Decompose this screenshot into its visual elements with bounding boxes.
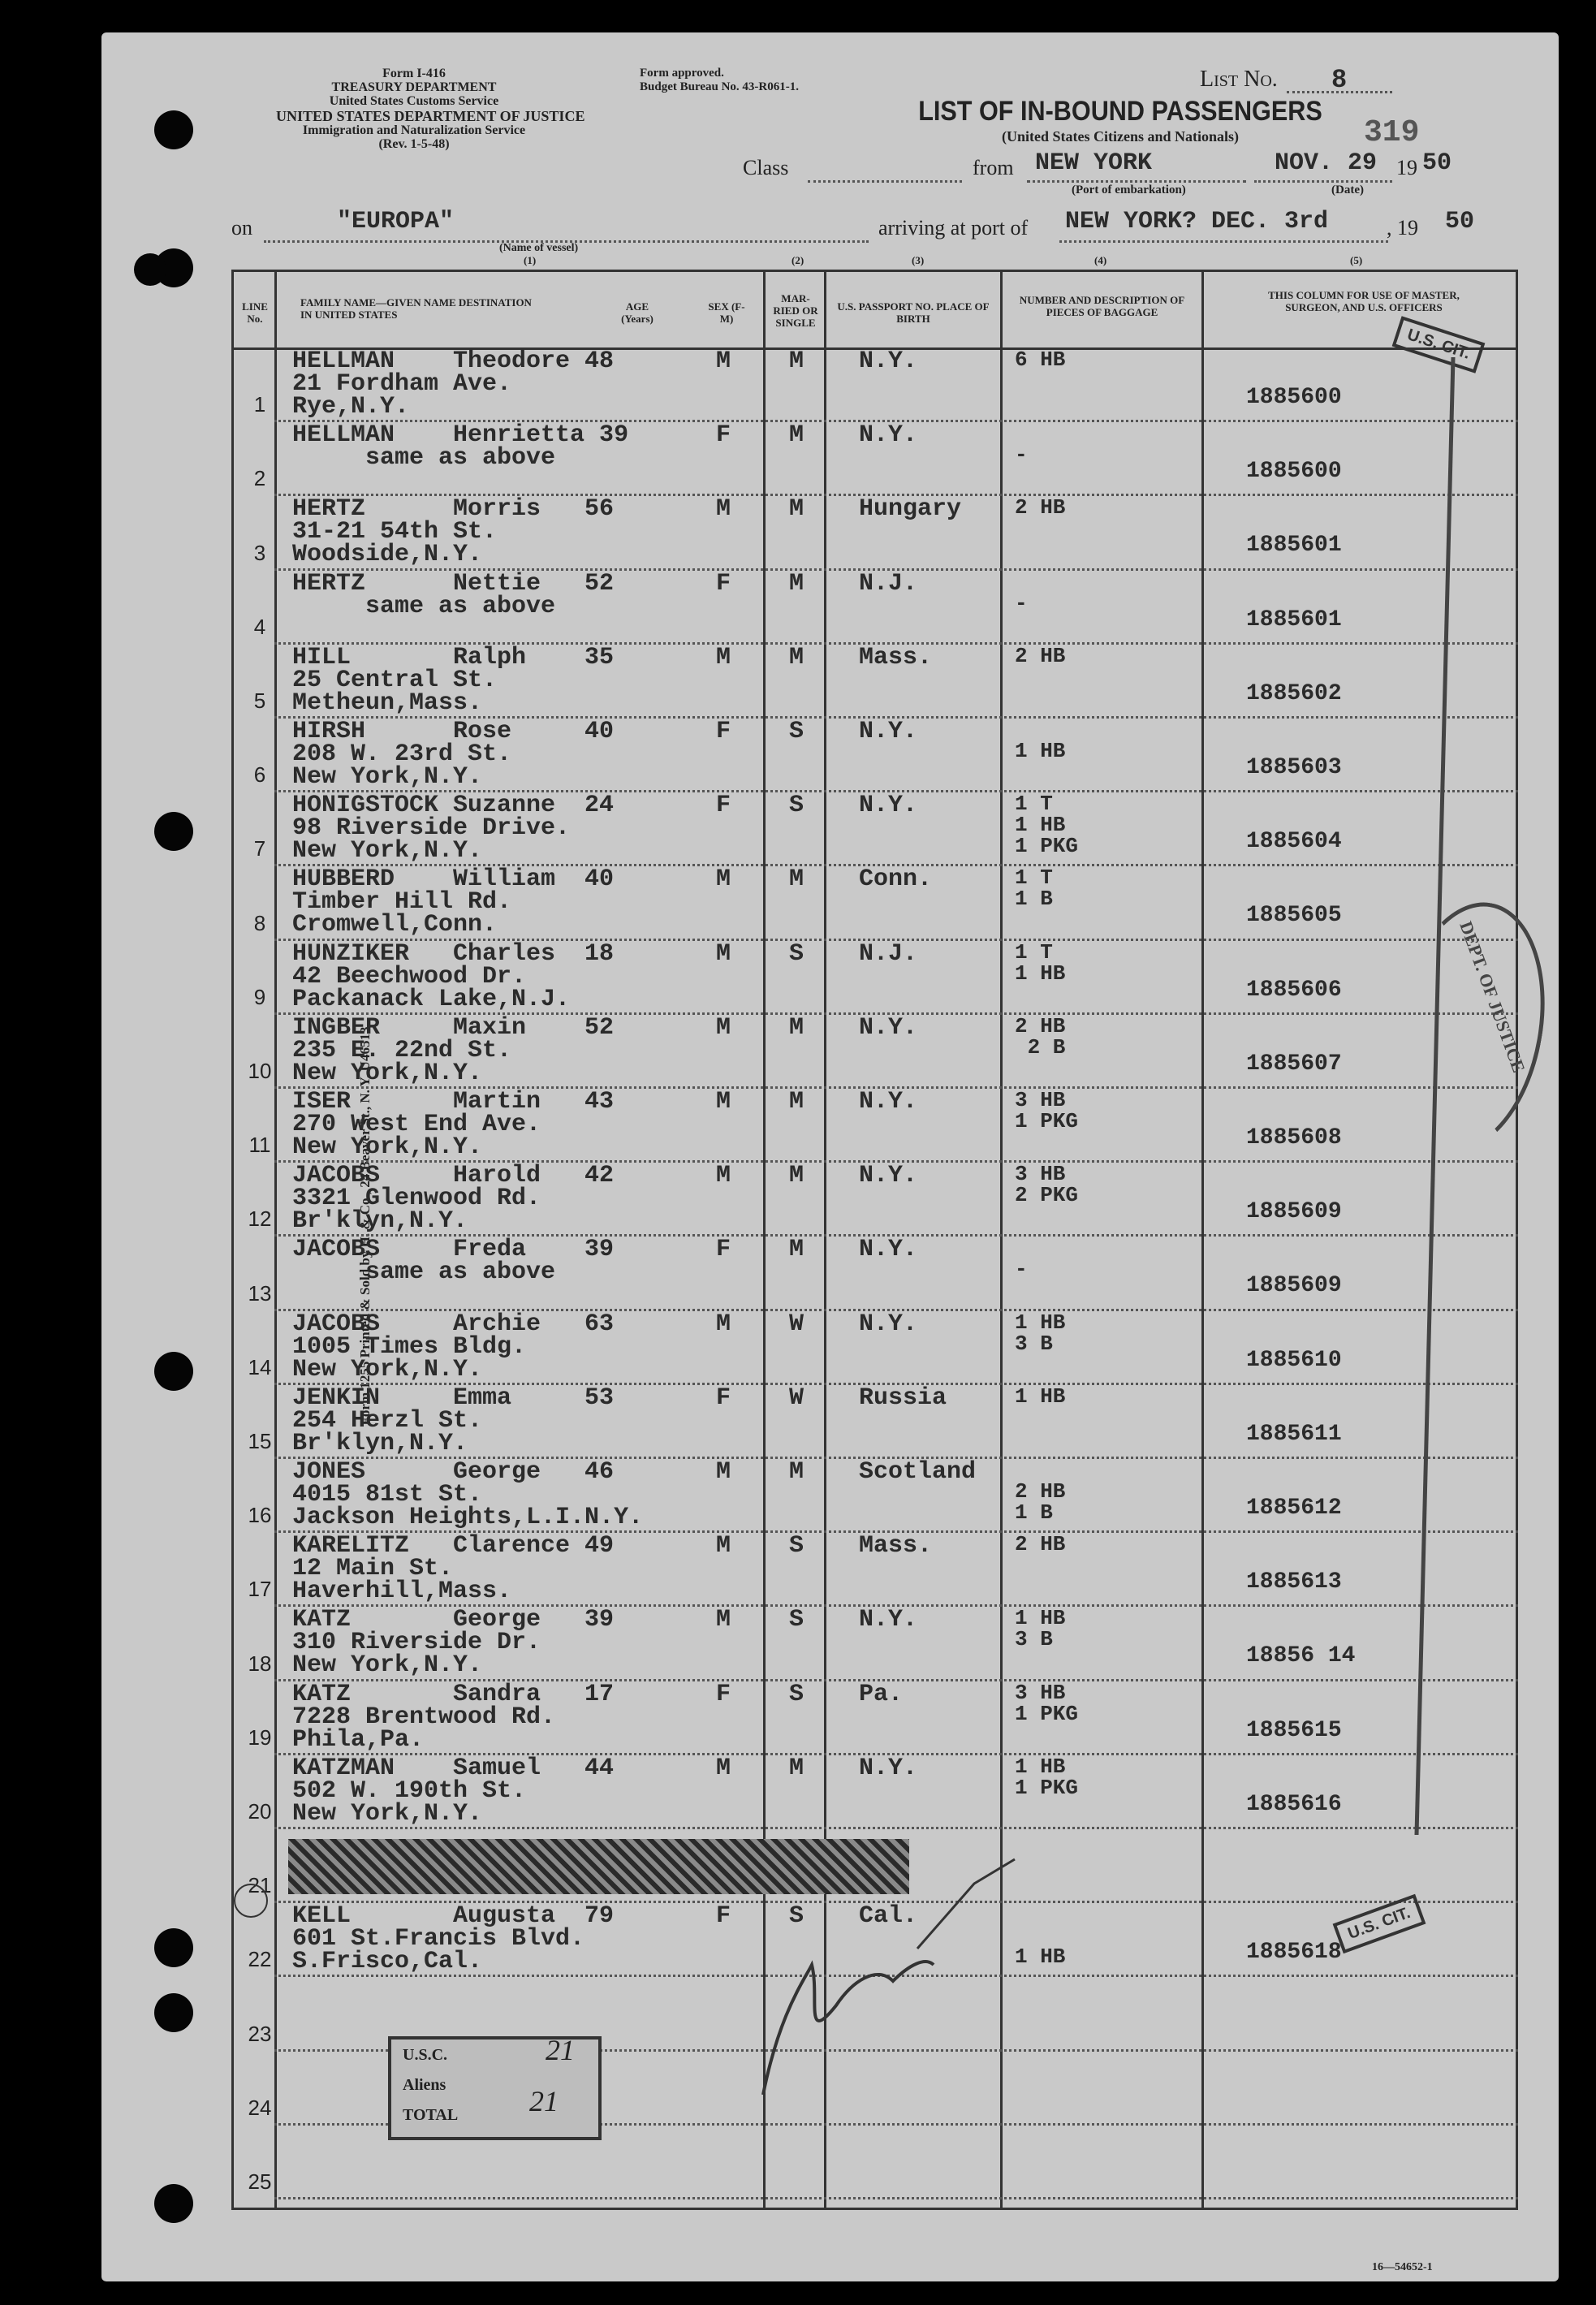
passenger-birthplace: N.Y. [859, 1310, 918, 1338]
baggage-line-1: 3 HB [1015, 1162, 1066, 1187]
passenger-address: 31-21 54th St. [292, 518, 498, 546]
passenger-birthplace: Mass. [859, 1532, 933, 1560]
officer-number: 1885610 [1246, 1347, 1342, 1373]
passenger-name-age: KARELITZ Clarence 49 [292, 1532, 615, 1560]
line-number: 10 [248, 1059, 272, 1083]
baggage-line-2: 1 PKG [1015, 1775, 1079, 1800]
officer-number: 1885602 [1246, 680, 1342, 706]
passenger-address: 1005 Times Bldg. [292, 1332, 527, 1361]
list-no-value: 8 [1331, 65, 1348, 95]
baggage-line-1: 1 HB [1015, 1754, 1066, 1779]
passenger-address: 208 W. 23rd St. [292, 740, 512, 768]
passenger-sex: M [716, 1162, 731, 1190]
line-number: 15 [248, 1429, 272, 1453]
passenger-address: 502 W. 190th St. [292, 1776, 527, 1805]
passenger-sex: M [716, 865, 731, 894]
passenger-birthplace: N.Y. [859, 1162, 918, 1190]
officer-number: 1885613 [1246, 1569, 1342, 1595]
passenger-birthplace: Conn. [859, 865, 933, 894]
baggage-line-1: 1 T [1015, 939, 1053, 965]
line-number: 20 [248, 1799, 272, 1824]
passenger-city: Jackson Heights,L.I.N.Y. [292, 1504, 644, 1531]
passenger-birthplace: N.Y. [859, 421, 918, 450]
passenger-name-age: KELL Augusta 79 [292, 1902, 615, 1931]
col-header-married: MAR-RIED OR SINGLE [773, 292, 818, 329]
passenger-marital: M [789, 1236, 804, 1264]
date-caption: (Date) [1331, 183, 1364, 196]
passenger-sex: F [716, 569, 731, 598]
passenger-sex: F [716, 421, 731, 450]
col-1-number: (1) [524, 254, 537, 266]
baggage-line-2: 1 HB [1015, 813, 1066, 838]
baggage-line-2: 3 B [1015, 1627, 1053, 1652]
passenger-address: 254 Herzl St. [292, 1406, 483, 1435]
col-2-number: (2) [792, 254, 804, 266]
line-number: 11 [248, 1133, 271, 1158]
passenger-city: Packanack Lake,N.J. [292, 985, 571, 1013]
passenger-name-age: HUNZIKER Charles 18 [292, 939, 615, 968]
baggage-line-2: 2 B [1015, 1034, 1066, 1060]
passenger-birthplace: N.J. [859, 569, 918, 598]
passenger-name-age: HUBBERD William 40 [292, 865, 615, 894]
arriving-label: arriving at port of [878, 216, 1029, 240]
on-label: on [231, 216, 252, 240]
line-number: 18 [248, 1651, 272, 1676]
baggage-line-1: 6 HB [1015, 347, 1066, 372]
usc-label: U.S.C. [403, 2046, 448, 2064]
passenger-marital: S [789, 939, 804, 968]
passenger-sex: M [716, 939, 731, 968]
line-number: 21 [248, 1873, 272, 1898]
passenger-address: 25 Central St. [292, 666, 498, 694]
officer-number: 1885609 [1246, 1273, 1342, 1299]
passenger-birthplace: Pa. [859, 1680, 904, 1708]
passenger-marital: W [789, 1310, 804, 1338]
passenger-marital: S [789, 718, 804, 745]
aliens-label: Aliens [403, 2076, 446, 2094]
baggage-line-2: 3 B [1015, 1331, 1053, 1356]
passenger-city: Metheun,Mass. [292, 688, 483, 717]
passenger-name-age: HERTZ Morris 56 [292, 495, 615, 524]
baggage-line-1: 1 HB [1015, 1310, 1066, 1335]
col-header-passport: U.S. PASSPORT NO. PLACE OF BIRTH [837, 300, 990, 325]
margin-bracket [1417, 357, 1453, 1835]
budget-bureau: Budget Bureau No. 43-R061-1. [640, 80, 799, 93]
passenger-city: New York,N.Y. [292, 1059, 483, 1087]
list-no-label: List No. [1200, 67, 1278, 92]
officer-number: 1885616 [1246, 1791, 1342, 1817]
passenger-name-age: HIRSH Rose 40 [292, 718, 615, 745]
port-caption: (Port of embarkation) [1072, 183, 1186, 196]
line-number: 24 [248, 2095, 272, 2120]
passenger-address: 4015 81st St. [292, 1481, 483, 1509]
baggage-line-1: 1 T [1015, 792, 1053, 817]
passenger-sex: M [716, 1458, 731, 1486]
passenger-address: Timber Hill Rd. [292, 888, 512, 917]
passenger-city: New York,N.Y. [292, 1799, 483, 1828]
year-prefix: 19 [1396, 156, 1417, 179]
passenger-marital: S [789, 1606, 804, 1634]
passenger-birthplace: N.Y. [859, 1013, 918, 1042]
baggage-line-2: 1 B [1015, 887, 1053, 912]
passenger-address: 310 Riverside Dr. [292, 1629, 541, 1657]
passenger-sex: M [716, 347, 731, 375]
col-3-number: (3) [912, 254, 925, 266]
officer-number: 1885603 [1246, 755, 1342, 780]
passenger-birthplace: N.Y. [859, 1088, 918, 1116]
officer-number: 1885608 [1246, 1125, 1342, 1150]
passenger-address: same as above [292, 592, 556, 620]
passenger-city: Cromwell,Conn. [292, 911, 498, 939]
line-number: 22 [248, 1947, 272, 1972]
arrival-port-date: NEW YORK? DEC. 3rd [1065, 208, 1329, 235]
form-subtitle: (United States Citizens and Nationals) [1001, 128, 1239, 145]
passenger-birthplace: Scotland [859, 1458, 977, 1486]
line-number: 9 [253, 984, 266, 1009]
us-cit-stamp-bottom: U.S. CIT. [1333, 1894, 1426, 1954]
arrival-year-prefix: , 19 [1387, 216, 1418, 240]
line-number: 7 [253, 836, 266, 861]
passenger-sex: F [716, 1236, 731, 1264]
passenger-city: New York,N.Y. [292, 837, 483, 865]
line-number: 8 [253, 910, 266, 935]
passenger-address: same as above [292, 1258, 556, 1287]
baggage-line-1: 2 HB [1015, 1532, 1066, 1557]
line-number: 5 [253, 688, 266, 713]
passenger-name-age: ISER Martin 43 [292, 1088, 615, 1116]
usc-value: 21 [546, 2034, 575, 2066]
baggage-line-2: 1 PKG [1015, 1109, 1079, 1133]
line-number: 6 [253, 762, 266, 788]
embark-year: 50 [1422, 149, 1452, 177]
baggage-line-2: 2 HB [1015, 1479, 1066, 1504]
officer-number: 1885604 [1246, 829, 1342, 855]
passenger-sex: F [716, 1383, 731, 1412]
passenger-marital: W [789, 1383, 804, 1412]
officer-number: 1885618 [1246, 1940, 1342, 1966]
passenger-address: 235 E. 22nd St. [292, 1036, 512, 1064]
vessel-caption: (Name of vessel) [499, 242, 579, 254]
passenger-marital: M [789, 1458, 804, 1486]
officer-number: 1885600 [1246, 385, 1342, 410]
form-approved: Form approved. [640, 67, 724, 80]
baggage-line-2: - [1015, 442, 1028, 468]
passenger-marital: S [789, 1680, 804, 1708]
line-number: 19 [248, 1724, 272, 1750]
passenger-name-age: KATZMAN Samuel 44 [292, 1754, 615, 1782]
stamp-tick [917, 1859, 1015, 1949]
port-of-embarkation: NEW YORK [1035, 149, 1153, 177]
total-label: TOTAL [403, 2106, 459, 2124]
passenger-sex: M [716, 643, 731, 671]
baggage-line-1: 3 HB [1015, 1680, 1066, 1705]
passenger-marital: M [789, 865, 804, 894]
stamped-number: 319 [1364, 115, 1420, 150]
officer-signature [763, 1962, 934, 2095]
passenger-birthplace: Hungary [859, 495, 962, 524]
revision-label: (Rev. 1-5-48) [378, 137, 450, 151]
col-4-number: (4) [1094, 254, 1107, 266]
passenger-sex: F [716, 1902, 731, 1931]
baggage-line-2: - [1015, 1257, 1028, 1282]
officer-number: 1885609 [1246, 1199, 1342, 1225]
officer-number: 1885606 [1246, 977, 1342, 1003]
baggage-line-1: 2 HB [1015, 643, 1066, 668]
doj-label: UNITED STATES DEPARTMENT OF JUSTICE [276, 108, 585, 124]
passenger-name-age: HONIGSTOCK Suzanne 24 [292, 792, 615, 820]
passenger-sex: M [716, 1532, 731, 1560]
officer-number: 1885612 [1246, 1496, 1342, 1521]
officer-number: 1885600 [1246, 459, 1342, 485]
us-cit-stamp-top: U.S. CIT. [1392, 316, 1486, 373]
form-number: Form I-416 [382, 67, 446, 80]
passenger-sex: F [716, 718, 731, 745]
passenger-name-age: HILL Ralph 35 [292, 643, 615, 671]
justice-seal-text: DEPT. OF JUSTICE [1456, 918, 1529, 1076]
passenger-city: S.Frisco,Cal. [292, 1948, 483, 1976]
col-header-baggage: NUMBER AND DESCRIPTION OF PIECES OF BAGGAGE [1019, 294, 1185, 318]
passenger-address: 98 Riverside Drive. [292, 814, 571, 843]
officer-number: 1885605 [1246, 903, 1342, 929]
passenger-birthplace: N.Y. [859, 792, 918, 820]
passenger-marital: M [789, 1754, 804, 1782]
passenger-sex: F [716, 1680, 731, 1708]
passenger-address: 42 Beechwood Dr. [292, 962, 527, 991]
passenger-birthplace: Cal. [859, 1902, 918, 1931]
passenger-name-age: HERTZ Nettie 52 [292, 569, 615, 598]
baggage-line-1: 1 HB [1015, 1606, 1066, 1631]
passenger-marital: M [789, 421, 804, 450]
passenger-marital: M [789, 347, 804, 375]
passenger-name-age: JACOBS Freda 39 [292, 1236, 615, 1264]
baggage-line-1: 2 HB [1015, 1013, 1066, 1038]
form-title: LIST OF IN-BOUND PASSENGERS [918, 96, 1322, 127]
baggage-line-1: 3 HB [1015, 1088, 1066, 1112]
passenger-city: Haverhill,Mass. [292, 1578, 512, 1606]
passenger-address: 270 West End Ave. [292, 1111, 541, 1138]
passenger-birthplace: N.Y. [859, 718, 918, 745]
line-number: 17 [248, 1577, 272, 1602]
baggage-line-2: 2 PKG [1015, 1183, 1079, 1208]
officer-number: 1885615 [1246, 1717, 1342, 1743]
baggage-line-2: 1 HB [1015, 739, 1066, 763]
col-header-name: FAMILY NAME—GIVEN NAME DESTINATION IN UNITED STATES [300, 296, 532, 321]
baggage-line-2: - [1015, 590, 1028, 615]
baggage-line-2: 1 HB [1015, 960, 1066, 986]
footer-code: 16—54652-1 [1372, 2261, 1433, 2273]
passenger-name-age: JENKIN Emma 53 [292, 1383, 615, 1412]
passenger-sex: M [716, 495, 731, 524]
passenger-birthplace: N.Y. [859, 347, 918, 375]
passenger-sex: M [716, 1013, 731, 1042]
passenger-city: Br'klyn,N.Y. [292, 1207, 468, 1236]
line-number: 1 [253, 392, 266, 417]
line-number: 4 [253, 614, 266, 639]
passenger-name-age: JACOBS Archie 63 [292, 1310, 615, 1338]
passenger-address: same as above [292, 444, 556, 473]
baggage-line-1: 1 HB [1015, 1383, 1066, 1409]
passenger-sex: M [716, 1606, 731, 1634]
line-number: 12 [248, 1206, 272, 1232]
baggage-line-2: 1 PKG [1015, 1701, 1079, 1726]
passenger-address: 3321 Glenwood Rd. [292, 1185, 541, 1213]
passenger-address: 12 Main St. [292, 1555, 454, 1583]
officer-number: 18856 14 [1246, 1643, 1356, 1669]
passenger-sex: M [716, 1754, 731, 1782]
passenger-name-age: JONES George 46 [292, 1458, 615, 1486]
passenger-city: New York,N.Y. [292, 1133, 483, 1161]
customs-service: United States Customs Service [329, 94, 499, 108]
passenger-city: New York,N.Y. [292, 763, 483, 791]
passenger-sex: M [716, 1088, 731, 1116]
from-label: from [973, 156, 1014, 179]
passenger-city: Phila,Pa. [292, 1725, 425, 1754]
passenger-name-age: KATZ Sandra 17 [292, 1680, 615, 1708]
col-header-officers: THIS COLUMN FOR USE OF MASTER, SURGEON, AND U.S. OFFICERS [1268, 289, 1460, 313]
col-5-number: (5) [1350, 254, 1363, 266]
col-header-age: AGE (Years) [621, 300, 653, 325]
passenger-city: Br'klyn,N.Y. [292, 1429, 468, 1457]
passenger-city: New York,N.Y. [292, 1355, 483, 1383]
passenger-marital: M [789, 1013, 804, 1042]
ins-label: Immigration and Naturalization Service [302, 123, 526, 137]
passenger-marital: M [789, 495, 804, 524]
officer-number: 1885601 [1246, 606, 1342, 632]
passenger-birthplace: Russia [859, 1383, 947, 1412]
col-header-line: LINE No. [242, 300, 268, 325]
passenger-address: 601 St.Francis Blvd. [292, 1925, 585, 1953]
passenger-name-age: HELLMAN Theodore 48 [292, 347, 615, 375]
passenger-marital: S [789, 792, 804, 820]
passenger-marital: M [789, 569, 804, 598]
baggage-line-1: 1 T [1015, 865, 1053, 891]
officer-number: 1885611 [1246, 1421, 1342, 1447]
passenger-address: 21 Fordham Ave. [292, 370, 512, 398]
passenger-birthplace: Mass. [859, 643, 933, 671]
passenger-sex: M [716, 1310, 731, 1338]
passenger-name-age: KATZ George 39 [292, 1606, 615, 1634]
passenger-marital: M [789, 1162, 804, 1190]
printer-imprint: Form 1255 Printed & Sold by H. & Co., 24 Beaver St., N. Y. U46513 [357, 1026, 373, 1426]
passenger-marital: S [789, 1532, 804, 1560]
embark-date: NOV. 29 [1275, 149, 1378, 177]
line-number: 25 [248, 2169, 272, 2194]
passenger-name-age: HELLMAN Henrietta 39 [292, 421, 629, 450]
baggage-line-3: 1 PKG [1015, 834, 1079, 859]
col-header-sex: SEX (F-M) [708, 300, 745, 325]
total-value: 21 [529, 2085, 559, 2117]
line-number: 16 [248, 1503, 272, 1528]
officer-number: 1885607 [1246, 1051, 1342, 1077]
line-number: 2 [253, 466, 266, 491]
passenger-marital: M [789, 1088, 804, 1116]
passenger-marital: S [789, 1902, 804, 1931]
passenger-city: New York,N.Y. [292, 1651, 483, 1680]
passenger-birthplace: N.Y. [859, 1606, 918, 1634]
baggage-line-3: 1 B [1015, 1500, 1053, 1525]
class-label: Class [743, 156, 789, 179]
treasury-dept: TREASURY DEPARTMENT [331, 80, 497, 94]
line-number: 14 [248, 1354, 272, 1379]
passenger-city: Rye,N.Y. [292, 393, 410, 421]
passenger-sex: F [716, 792, 731, 820]
passenger-birthplace: N.Y. [859, 1754, 918, 1782]
line-number: 13 [248, 1280, 272, 1306]
passenger-birthplace: N.Y. [859, 1236, 918, 1264]
passenger-marital: M [789, 643, 804, 671]
officer-number: 1885601 [1246, 533, 1342, 559]
arrival-year: 50 [1445, 208, 1475, 235]
passenger-name-age: INGBER Maxin 52 [292, 1013, 615, 1042]
line-number: 3 [253, 540, 266, 565]
passenger-city: Woodside,N.Y. [292, 541, 483, 569]
passenger-birthplace: N.J. [859, 939, 918, 968]
baggage-line-1: 2 HB [1015, 495, 1066, 520]
passenger-name-age: JACOBS Harold 42 [292, 1162, 615, 1190]
passenger-address: 7228 Brentwood Rd. [292, 1703, 556, 1731]
baggage-line-3: 1 HB [1015, 1945, 1066, 1970]
vessel-name: "EUROPA" [337, 208, 455, 235]
line-number: 23 [248, 2021, 272, 2046]
